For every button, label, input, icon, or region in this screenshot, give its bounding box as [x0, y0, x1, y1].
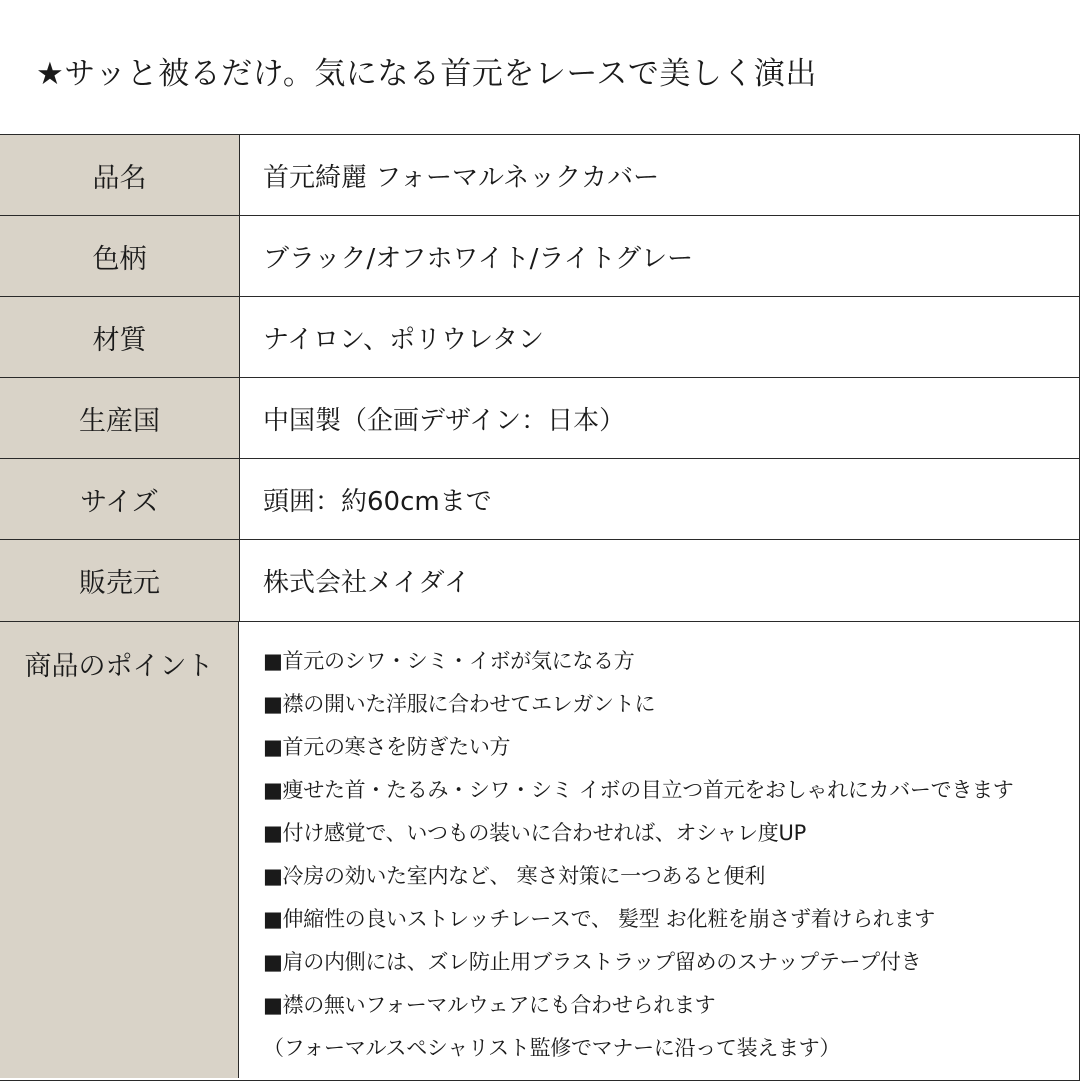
spec-row-material [0, 297, 1079, 378]
spec-value: 首元綺麗 フォーマルネックカバー [263, 162, 660, 193]
spec-value: 中国製（企画デザイン：日本） [263, 405, 626, 436]
list-item: ■痩せた首・たるみ・シワ・シミ イボの目立つ首元をおしゃれにカバーできます [263, 778, 1014, 802]
spec-row-product-name [0, 135, 1079, 216]
spec-label: 品名 [0, 135, 240, 215]
spec-row-color [0, 216, 1079, 297]
spec-row-country [0, 378, 1079, 459]
points-label: 商品のポイント [0, 622, 239, 1078]
list-item: ■伸縮性の良いストレッチレースで、 髪型 お化粧を崩さず着けられます [263, 907, 935, 931]
list-item: ■冷房の効いた室内など、 寒さ対策に一つあると便利 [263, 864, 766, 888]
list-item: （フォーマルスペシャリスト監修でマナーに沿って装えます） [263, 1036, 841, 1060]
spec-label: 色柄 [0, 216, 240, 296]
points-list [263, 640, 1071, 1070]
spec-table [0, 134, 1080, 1081]
spec-row-points [0, 622, 1079, 1078]
spec-row-size [0, 459, 1079, 540]
list-item: ■肩の内側には、ズレ防止用ブラストラップ留めのスナップテープ付き [263, 950, 922, 974]
spec-label: 材質 [0, 297, 240, 377]
spec-value: ブラック/オフホワイト/ライトグレー [263, 243, 694, 274]
spec-label: 販売元 [0, 540, 240, 621]
spec-label: 生産国 [0, 378, 240, 458]
list-item: ■首元の寒さを防ぎたい方 [263, 735, 511, 759]
list-item: ■襟の開いた洋服に合わせてエレガントに [263, 692, 656, 716]
list-item: ■襟の無いフォーマルウェアにも合わせられます [263, 993, 716, 1017]
spec-value: 頭囲：約60cmまで [263, 486, 492, 517]
spec-label: サイズ [0, 459, 240, 539]
headline: ★サッと被るだけ。気になる首元をレースで美しく演出 [36, 56, 817, 92]
spec-value: 株式会社メイダイ [263, 568, 470, 598]
spec-row-seller [0, 540, 1079, 622]
list-item: ■付け感覚で、いつもの装いに合わせれば、オシャレ度UP [263, 821, 806, 845]
list-item: ■首元のシワ・シミ・イボが気になる方 [263, 649, 635, 673]
spec-value: ナイロン、ポリウレタン [263, 324, 545, 355]
